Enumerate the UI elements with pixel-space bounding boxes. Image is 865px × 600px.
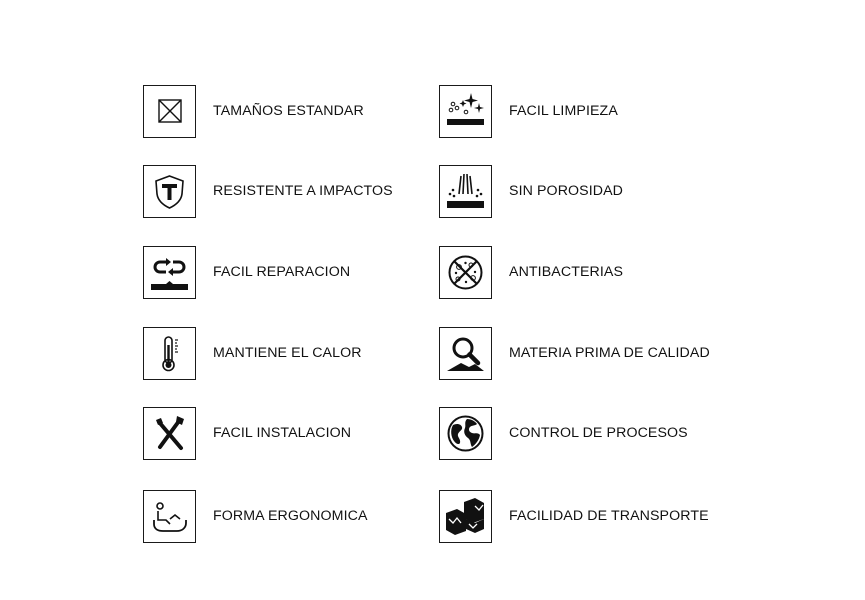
feature-label: RESISTENTE A IMPACTOS [213, 183, 393, 199]
bathtub-person-icon [143, 490, 196, 543]
boxes-transport-icon [439, 490, 492, 543]
feature-label: ANTIBACTERIAS [509, 264, 624, 280]
standard-size-icon [143, 85, 196, 138]
feature-label: CONTROL DE PROCESOS [509, 425, 688, 441]
feature-label: FACIL INSTALACION [213, 425, 352, 441]
feature-ergonomic-shape [143, 488, 368, 544]
repair-arrows-icon [143, 246, 196, 299]
feature-impact-resistant [143, 163, 393, 219]
shield-hammer-icon [143, 165, 196, 218]
thermometer-icon [143, 327, 196, 380]
feature-label: TAMAÑOS ESTANDAR [213, 103, 364, 119]
feature-quality-raw-material [439, 325, 710, 381]
feature-label: MATERIA PRIMA DE CALIDAD [509, 345, 710, 361]
water-droplets-icon [439, 165, 492, 218]
feature-label: FORMA ERGONOMICA [213, 508, 368, 524]
feature-label: FACIL LIMPIEZA [509, 103, 618, 119]
no-bacteria-icon [439, 246, 492, 299]
feature-antibacterial [439, 244, 623, 300]
feature-label: MANTIENE EL CALOR [213, 345, 362, 361]
sparkle-clean-icon [439, 85, 492, 138]
feature-no-porosity [439, 163, 623, 219]
feature-standard-size [143, 83, 364, 139]
feature-keeps-heat [143, 325, 362, 381]
feature-easy-repair [143, 244, 350, 300]
feature-label: SIN POROSIDAD [509, 183, 624, 199]
feature-easy-transport [439, 488, 709, 544]
feature-process-control [439, 405, 688, 461]
tools-icon [143, 407, 196, 460]
magnifier-quality-icon [439, 327, 492, 380]
globe-icon [439, 407, 492, 460]
feature-label: FACIL REPARACION [213, 264, 351, 280]
feature-label: FACILIDAD DE TRANSPORTE [509, 508, 709, 524]
feature-easy-installation [143, 405, 351, 461]
feature-easy-cleaning [439, 83, 618, 139]
